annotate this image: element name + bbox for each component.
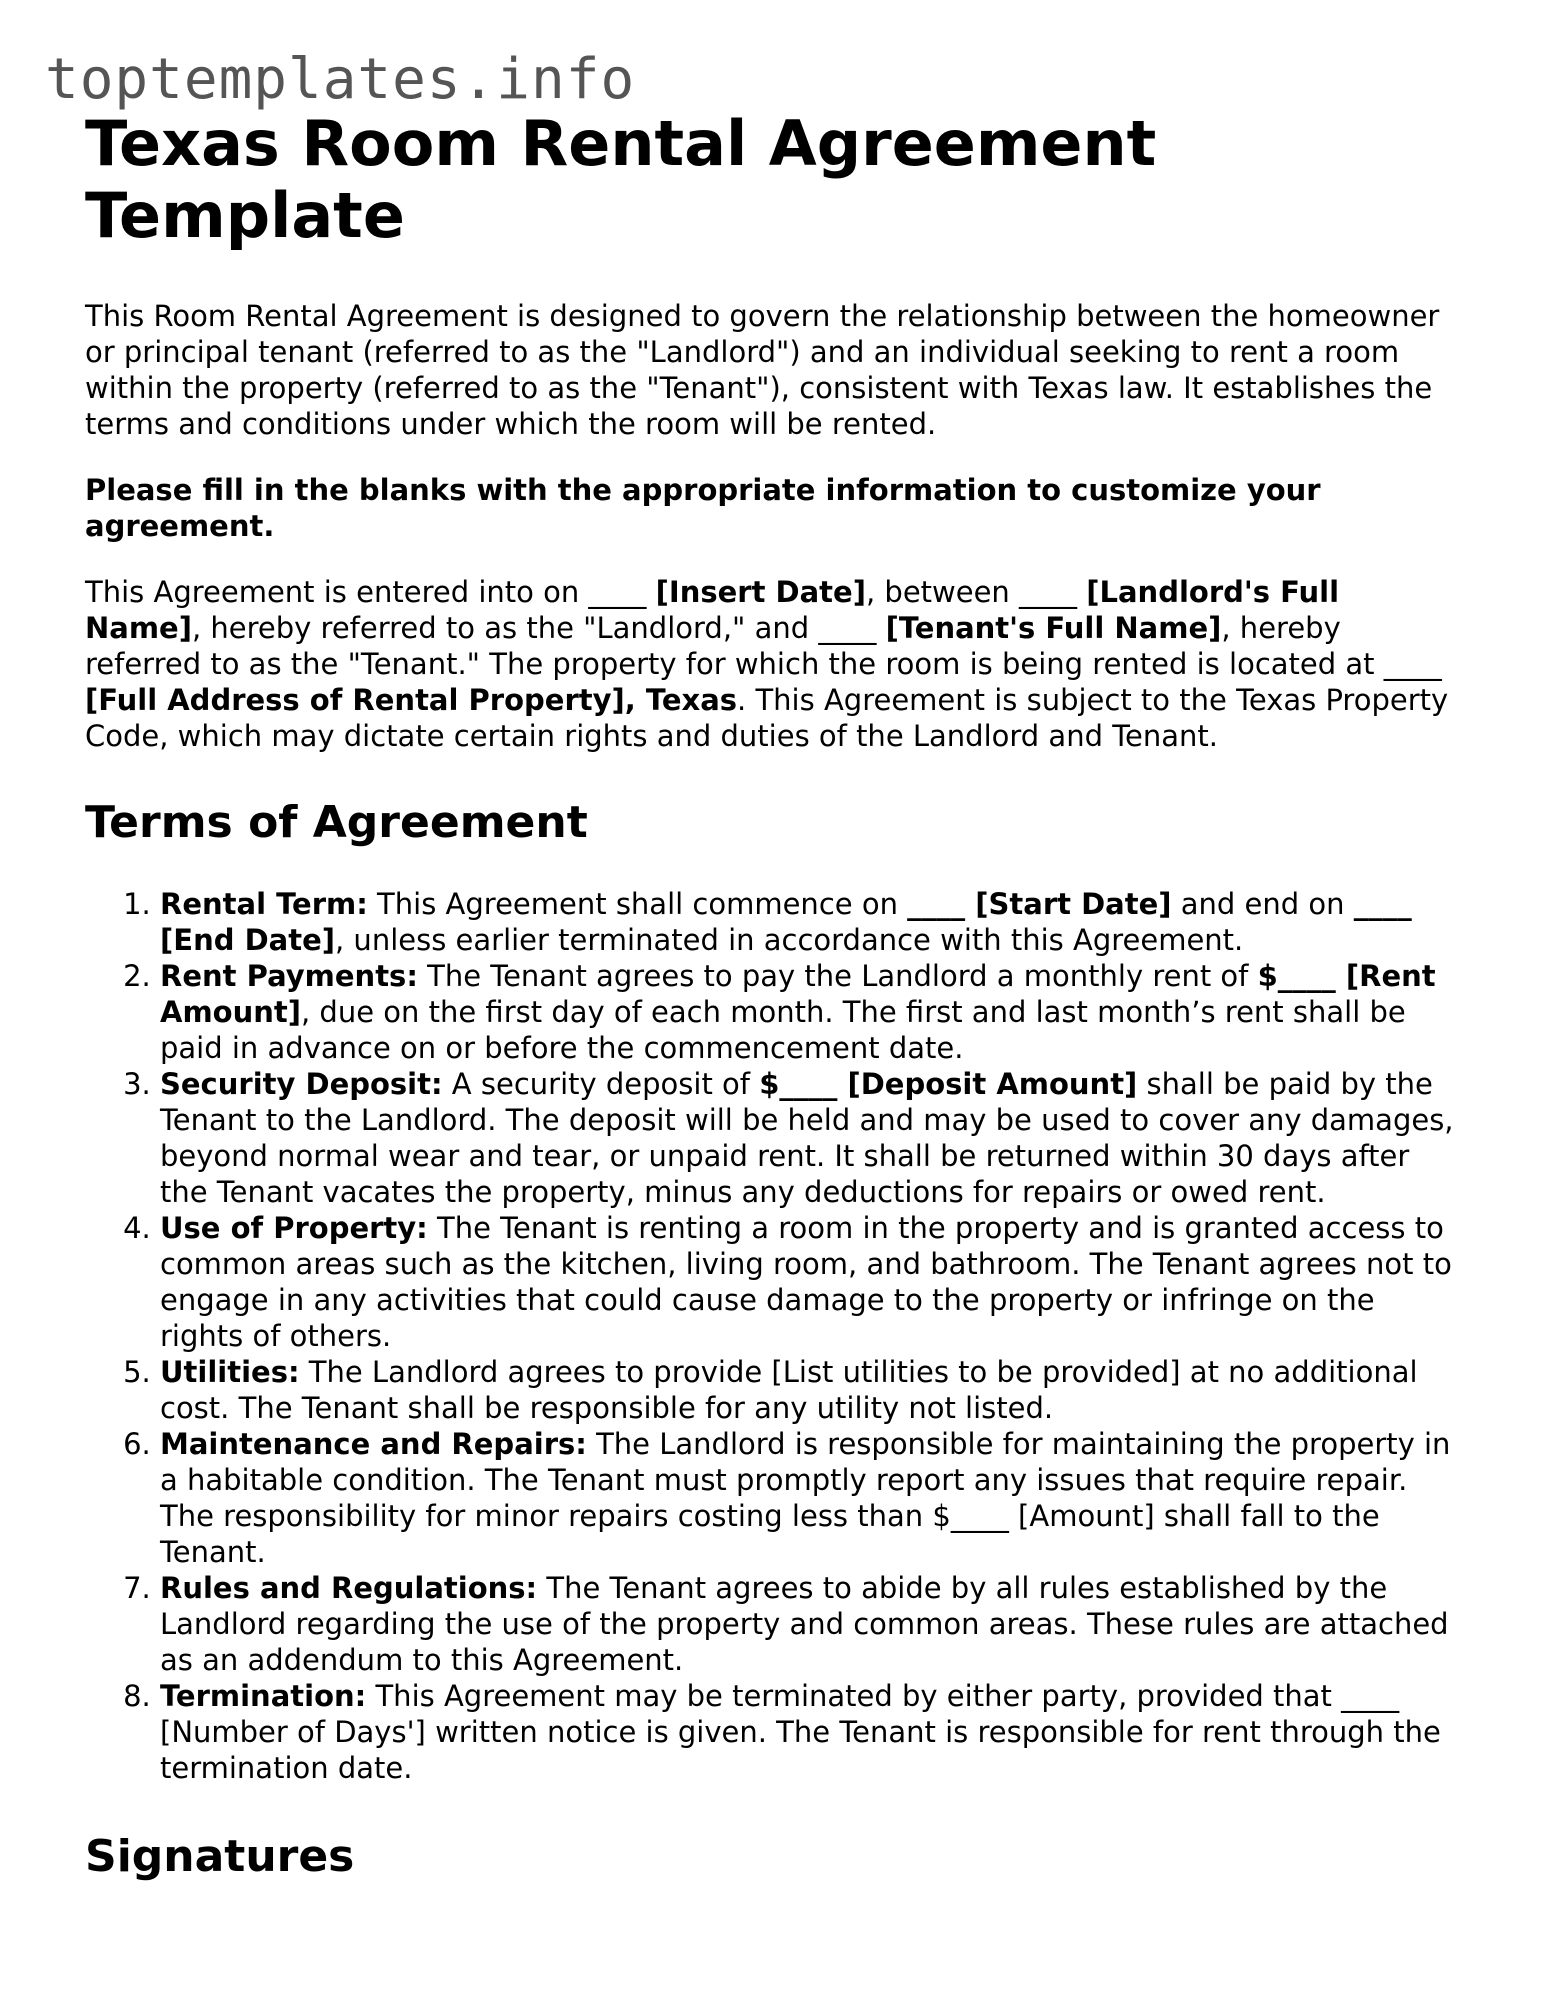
- term-text: The Tenant agrees to abide by all rules established by the Landlord regarding the use of the property and common areas. These rules are attached as an addendum to this Agreement.: [160, 1571, 1449, 1677]
- term-blank: ____ [End Date]: [160, 887, 1412, 957]
- term-item: [160, 1426, 1465, 1570]
- term-text: A security deposit of: [442, 1067, 760, 1101]
- term-label: Rental Term:: [160, 887, 368, 921]
- terms-heading: Terms of Agreement: [85, 797, 588, 848]
- tenant-name-blank: [Tenant's Full Name]: [885, 611, 1222, 645]
- term-item: [160, 1210, 1465, 1354]
- term-label: Security Deposit:: [160, 1067, 443, 1101]
- term-text: and end on: [1171, 887, 1354, 921]
- term-text: This Agreement shall commence on: [367, 887, 908, 921]
- signatures-heading: Signatures: [85, 1831, 355, 1882]
- parties-text-4: , hereby referred to as the "Tenant." The property for which the room is being rented is located at ____: [85, 611, 1442, 681]
- terms-list: [85, 886, 1465, 1786]
- term-text: The Tenant agrees to pay the Landlord a monthly rent of: [417, 959, 1258, 993]
- term-text: The Landlord agrees to provide [List utilities to be provided] at no additional cost. The Tenant shall be responsible for any utility not listed.: [160, 1355, 1418, 1425]
- parties-text-3: , hereby referred to as the "Landlord," and ____: [191, 611, 886, 645]
- term-text: shall be paid by the Tenant to the Landlord. The deposit will be held and may be used to cover any damages, beyond normal wear and tear, or unpaid rent. It shall be returned within 30 days after the Tenant vacates the property, minus any deductions for repairs or owed rent.: [160, 1067, 1454, 1209]
- property-address-blank: [Full Address of Rental Property], Texas: [85, 683, 738, 717]
- term-item: [160, 886, 1465, 958]
- parties-text-2: , between ____: [865, 575, 1087, 609]
- term-blank: $____ [Deposit Amount]: [759, 1067, 1138, 1101]
- term-blank: ____ [Start Date]: [907, 887, 1172, 921]
- term-text: The Tenant is renting a room in the property and is granted access to common areas such as the kitchen, living room, and bathroom. The Tenant agrees not to engage in any activities that could cause damage to the property or infringe on the rights of others.: [160, 1211, 1452, 1353]
- term-label: Utilities:: [160, 1355, 300, 1389]
- document-body: [85, 108, 1465, 1920]
- intro-paragraph: This Room Rental Agreement is designed to govern the relationship between the homeowner or principal tenant (referred to as the "Landlord") and an individual seeking to rent a room within the property (referred to as the "Tenant"), consistent with Texas law. It establishes the terms and conditions under which the room will be rented.: [85, 299, 1440, 441]
- term-item: [160, 1066, 1465, 1210]
- parties-paragraph: [85, 574, 1465, 754]
- term-label: Rent Payments:: [160, 959, 418, 993]
- term-blank: $____ [Rent Amount]: [160, 959, 1436, 1029]
- parties-text-5: . This Agreement is subject to the Texas Property Code, which may dictate certain rights and duties of the Landlord and Tenant.: [85, 683, 1449, 753]
- term-item: [160, 958, 1465, 1066]
- term-label: Maintenance and Repairs:: [160, 1427, 587, 1461]
- watermark-text: toptemplates.info: [45, 47, 636, 112]
- parties-text-1: This Agreement is entered into on ____: [85, 575, 656, 609]
- term-label: Use of Property:: [160, 1211, 428, 1245]
- term-text: , unless earlier terminated in accordance with this Agreement.: [335, 923, 1244, 957]
- term-text: This Agreement may be terminated by either party, provided that ____ [Number of Days'] written notice is given. The Tenant is responsible for rent through the termination date.: [160, 1679, 1441, 1785]
- term-item: [160, 1570, 1465, 1678]
- term-item: [160, 1354, 1465, 1426]
- term-text: , due on the first day of each month. The first and last month’s rent shall be paid in advance on or before the commencement date.: [160, 995, 1406, 1065]
- term-item: [160, 1678, 1465, 1786]
- term-label: Termination:: [160, 1679, 367, 1713]
- instruction-paragraph: Please fill in the blanks with the appropriate information to customize your agreement.: [85, 473, 1321, 543]
- document-title: Texas Room Rental Agreement Template: [85, 107, 1157, 252]
- term-text: The Landlord is responsible for maintaining the property in a habitable condition. The Tenant must promptly report any issues that require repair. The responsibility for minor repairs costing less than $____ [Amount] shall fall to the Tenant.: [160, 1427, 1451, 1569]
- landlord-name-blank: [Landlord's Full Name]: [85, 575, 1340, 645]
- term-label: Rules and Regulations:: [160, 1571, 538, 1605]
- insert-date-blank: [Insert Date]: [655, 575, 866, 609]
